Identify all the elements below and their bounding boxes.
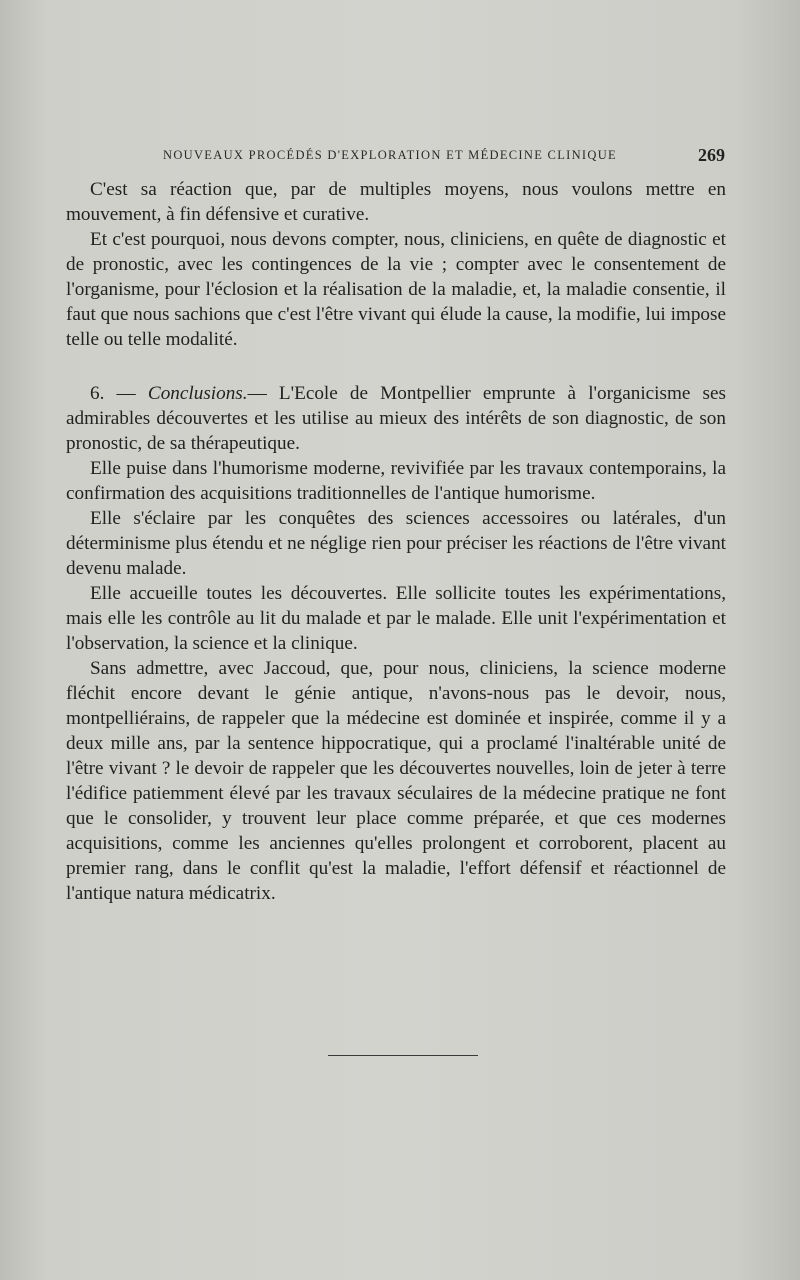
paragraph: Sans admettre, avec Jaccoud, que, pour nous, cliniciens, la science moderne fléchit encore devant le génie antique, n'avons-nous pas le devoir, nous, montpelliérains, de rappeler que la médecine est dominée et inspirée, comme il y a deux mille ans, par la sentence hippocratique, qui a proclamé l'inaltérable unité de l'être vivant ? le devoir de rappeler que les découvertes nouvelles, loin de jeter à terre l'édifice patiemment élevé par les travaux séculaires de la médecine pratique ne font que le consolider, y trouvent leur place comme préparée, et que ces modernes acquisitions, comme les anciennes qu'elles prolongent et corroborent, placent au premier rang, dans le conflit qu'est la maladie, l'effort défensif et réactionnel de l'antique natura médicatrix.	[66, 658, 726, 904]
paragraph: Et c'est pourquoi, nous devons compter, nous, cliniciens, en quête de diagnostic et de pronostic, avec les contingences de la vie ; compter avec le consentement de l'organisme, pour l'éclosion et la réalisation de la maladie, et, la maladie consentie, il faut que nous sachions que c'est l'être vivant qui élude la cause, la modifie, lui impose telle ou telle modalité.	[66, 229, 726, 350]
page-number: 269	[698, 145, 725, 165]
text-block-conclusions	[66, 381, 726, 906]
running-header	[163, 145, 725, 167]
paragraph: C'est sa réaction que, par de multiples moyens, nous voulons mettre en mouvement, à fin défensive et curative.	[66, 179, 726, 225]
paragraph: Elle s'éclaire par les conquêtes des sciences accessoires ou latérales, d'un déterminisme plus étendu et ne néglige rien pour préciser les réactions de l'être vivant devenu malade.	[66, 508, 726, 579]
section-lead-text: — L'Ecole de Montpellier emprunte à l'organicisme ses admirables découvertes et les utilise au mieux des intérêts de son diagnostic, de son pronostic, de sa thérapeutique.	[66, 383, 727, 454]
header-title: NOUVEAUX PROCÉDÉS D'EXPLORATION ET MÉDECINE CLINIQUE	[163, 148, 617, 162]
text-block-intro	[66, 177, 726, 352]
paragraph: Elle accueille toutes les découvertes. Elle sollicite toutes les expérimentations, mais elle les contrôle au lit du malade et par le malade. Elle unit l'expérimentation et l'observation, la science et la clinique.	[66, 583, 726, 654]
section-paragraph	[66, 381, 726, 456]
paragraph: Elle puise dans l'humorisme moderne, revivifiée par les travaux contemporains, la confirmation des acquisitions traditionnelles de l'antique humorisme.	[66, 458, 726, 504]
section-title: Conclusions.	[147, 383, 248, 404]
section-number: 6. —	[90, 383, 136, 404]
closing-rule	[328, 1055, 478, 1056]
